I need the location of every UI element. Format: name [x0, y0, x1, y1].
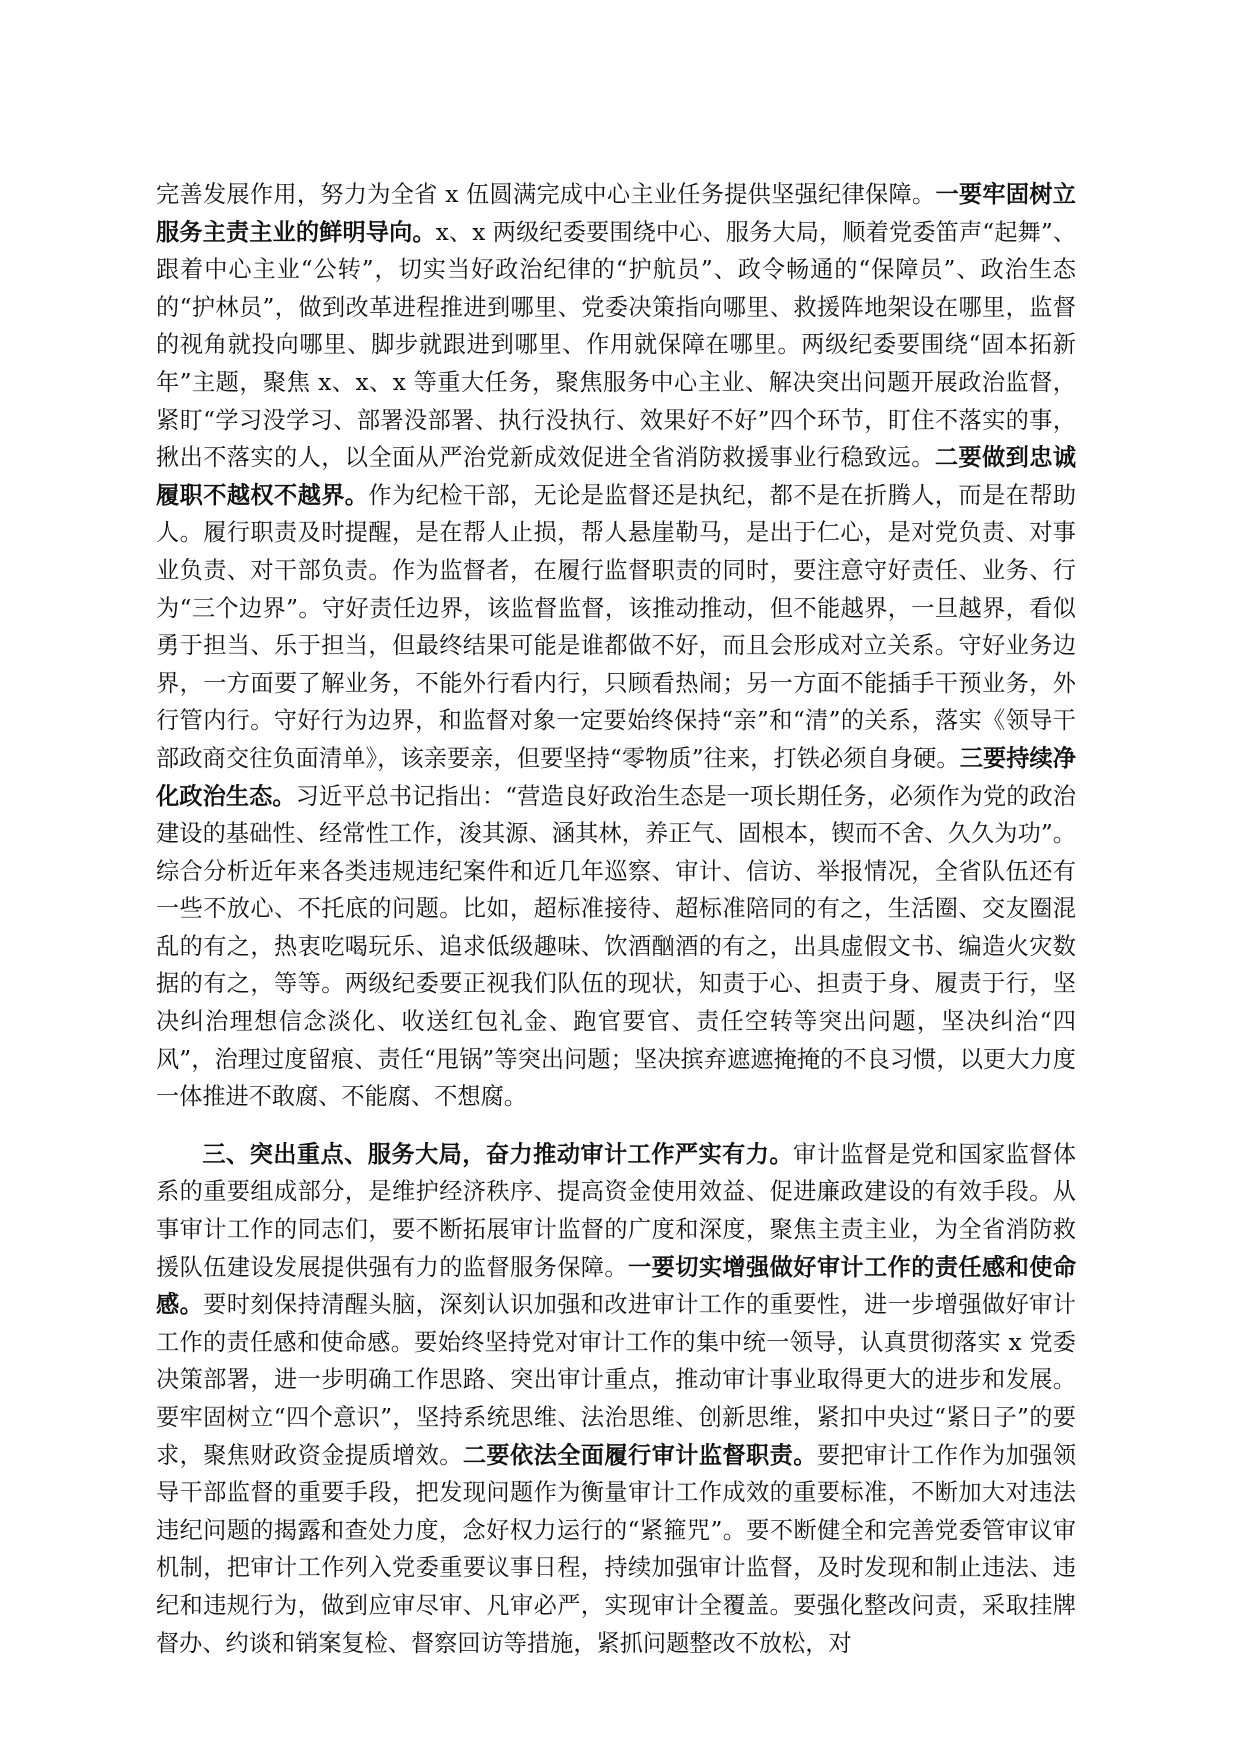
- bold-heading-1: 一要牢固树立服务主责主业的鲜明导向。: [156, 181, 1076, 246]
- paragraph-discipline: [156, 176, 1076, 1116]
- bold-heading-2: 二要做到忠诚履职不越权不越界。: [156, 444, 1077, 509]
- bold-heading-2: 二要依法全面履行审计监督职责。: [462, 1441, 817, 1469]
- text-run: 审计监督是党和国家监督体系的重要组成部分，是维护经济秩序、提高资金使用效益、促进廉政建设的有效手段。从事审计工作的同志们，要不断拓展审计监督的广度和深度，聚焦主责主业，为全省消防救援队伍建设发展提供强有力的监督服务保障。: [156, 1140, 1077, 1281]
- bold-heading-3: 三要持续净化政治生态。: [156, 744, 1076, 810]
- text-run: 作为纪检干部，无论是监督还是执纪，都不是在折腾人，而是在帮助人。履行职责及时提醒，是在帮人止损，帮人悬崖勒马，是出于仁心，是对党负责、对事业负责、对干部负责。作为监督者，在履行监督职责的同时，要注意守好责任、业务、行为“三个边界”。守好责任边界，该监督监督，该推动推动，但不能越界，一旦越界，看似勇于担当、乐于担当，但最终结果可能是谁都做不好，而且会形成对立关系。守好业务边界，一方面要了解业务，不能外行看内行，只顾看热闹；另一方面不能插手干预业务，外行管内行。守好行为边界，和监督对象一定要始终保持“亲”和“清”的关系，落实《领导干部政商交往负面清单》，该亲要亲，但要坚持“零物质”往来，打铁必须自身硬。: [156, 481, 1077, 772]
- text-run: 习近平总书记指出：“营造良好政治生态是一项长期任务，必须作为党的政治建设的基础性、经常性工作，浚其源、涵其林，养正气、固根本，锲而不舍、久久为功”。综合分析近年来各类违规违纪案件和近几年巡察、审计、信访、举报情况，全省队伍还有一些不放心、不托底的问题。比如，超标准接待、超标准陪同的有之，生活圈、交友圈混乱的有之，热衷吃喝玩乐、追求低级趣味、饮酒酗酒的有之，出具虚假文书、编造火灾数据的有之，等等。两级纪委要正视我们队伍的现状，知责于心、担责于身、履责于行，坚决纠治理想信念淡化、收送红包礼金、跑官要官、责任空转等突出问题，坚决纠治“四风”，治理过度留痕、责任“甩锅”等突出问题；坚决摈弃遮遮掩掩的不良习惯，以更大力度一体推进不敢腐、不能腐、不想腐。: [156, 782, 1076, 1111]
- bold-heading-1: 一要切实增强做好审计工作的责任感和使命感。: [156, 1253, 1077, 1319]
- text-run: 完善发展作用，努力为全省 x 伍圆满完成中心主业任务提供坚强纪律保障。: [156, 181, 936, 208]
- section-heading: 三、突出重点、服务大局，奋力推动审计工作严实有力。: [202, 1140, 793, 1168]
- text-run: 要把审计工作作为加强领导干部监督的重要手段，把发现问题作为衡量审计工作成效的重要标准，不断加大对违法违纪问题的揭露和查处力度，念好权力运行的“紧箍咒”。要不断健全和完善党委管审议审机制，把审计工作列入党委重要议事日程，持续加强审计监督，及时发现和制止违法、违纪和违规行为，做到应审尽审、凡审必严，实现审计全覆盖。要强化整改问责，采取挂牌督办、约谈和销案复检、督察回访等措施，紧抓问题整改不放松，对: [156, 1441, 1077, 1657]
- paragraph-audit: [156, 1136, 1076, 1662]
- text-run: x、x 两级纪委要围绕中心、服务大局，顺着党委笛声“起舞”、跟着中心主业“公转”，切实当好政治纪律的“护航员”、政令畅通的“保障员”、政治生态的“护林员”，做到改革进程推进到哪里、党委决策指向哪里、救援阵地架设在哪里，监督的视角就投向哪里、脚步就跟进到哪里、作用就保障在哪里。两级纪委要围绕“固本拓新年”主题，聚焦 x、x、x 等重大任务，聚焦服务中心主业、解决突出问题开展政治监督，紧盯“学习没学习、部署没部署、执行没执行、效果好不好”四个环节，盯住不落实的事，揪出不落实的人，以全面从严治党新成效促进全省消防救援事业行稳致远。: [156, 218, 1077, 472]
- text-run: 要时刻保持清醒头脑，深刻认识加强和改进审计工作的重要性，进一步增强做好审计工作的责任感和使命感。要始终坚持党对审计工作的集中统一领导，认真贯彻落实 x 党委决策部署，进一步明确工作思路、突出审计重点，推动审计事业取得更大的进步和发展。要牢固树立“四个意识”，坚持系统思维、法治思维、创新思维，紧扣中央过“紧日子”的要求，聚焦财政资金提质增效。: [156, 1291, 1076, 1469]
- document-page: [156, 176, 1076, 1662]
